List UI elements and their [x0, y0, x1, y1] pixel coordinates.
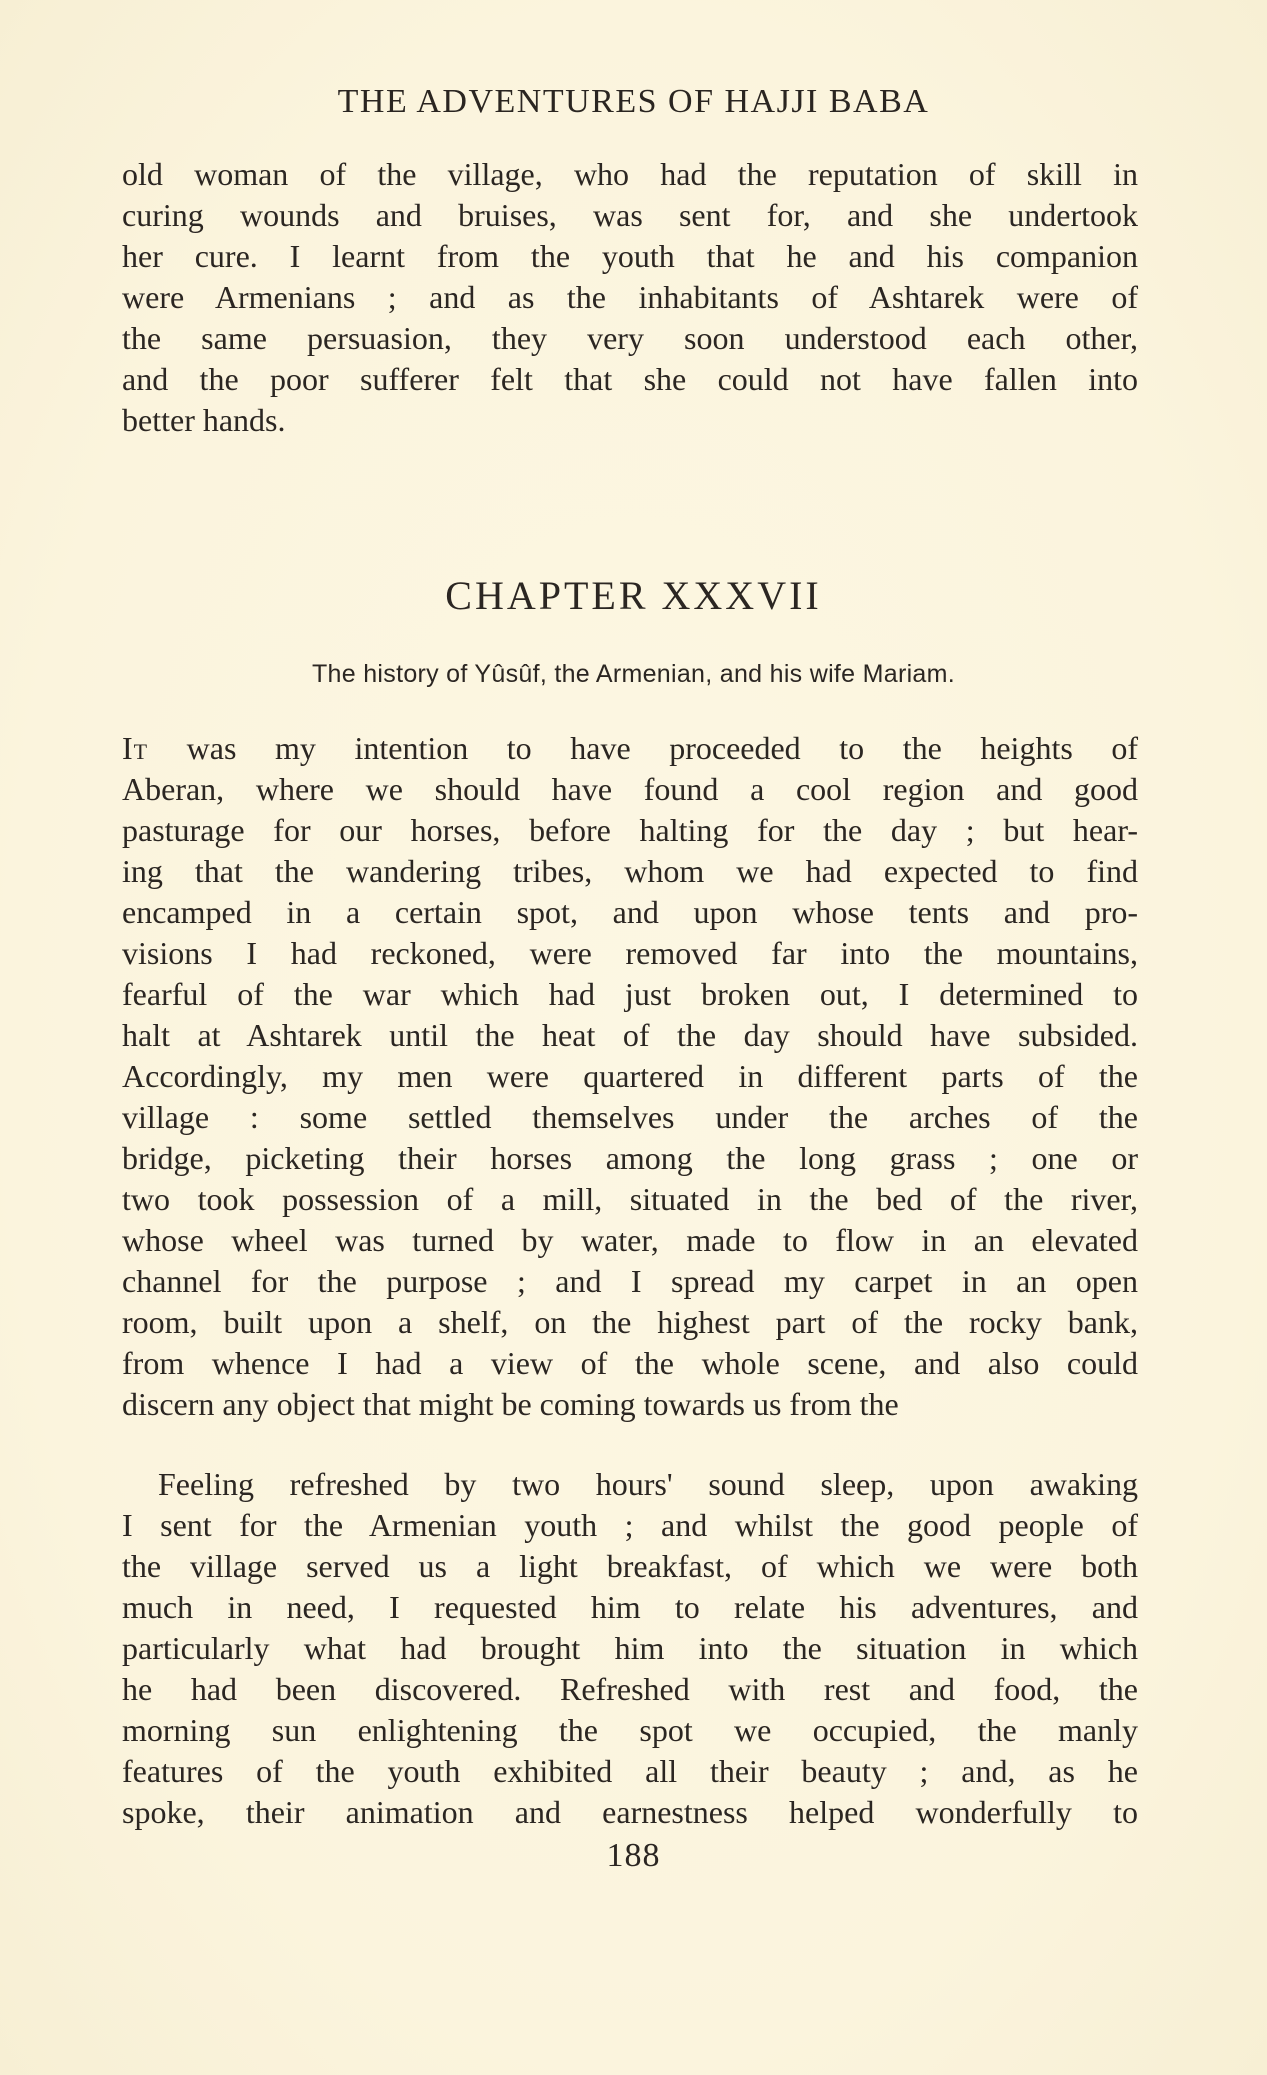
text-line: he had been discovered. Refreshed with rest and food, the	[122, 1671, 1138, 1707]
text-line: the same persuasion, they very soon understood each other,	[122, 320, 1138, 356]
text-line: were Armenians ; and as the inhabitants of Ashtarek were of	[122, 279, 1138, 315]
text-line: features of the youth exhibited all their beauty ; and, as he	[122, 1753, 1138, 1789]
text-line: ing that the wandering tribes, whom we had expected to find	[122, 853, 1138, 889]
text-line: spoke, their animation and earnestness helped wonderfully to	[122, 1794, 1138, 1830]
text-line: from whence I had a view of the whole scene, and also could	[122, 1345, 1138, 1381]
paragraph-second	[122, 1464, 1138, 1833]
text-line: the village served us a light breakfast, of which we were both	[122, 1548, 1138, 1584]
text-line: Accordingly, my men were quartered in different parts of the	[122, 1058, 1138, 1094]
text-line: better hands.	[122, 402, 286, 438]
text-line: halt at Ashtarek until the heat of the day should have subsided.	[122, 1017, 1138, 1053]
page-number: 188	[606, 1837, 661, 1874]
text-line: her cure. I learnt from the youth that he and his companion	[122, 238, 1138, 274]
text-line: curing wounds and bruises, was sent for, and she undertook	[122, 197, 1138, 233]
text-line: old woman of the village, who had the reputation of skill in	[122, 156, 1138, 192]
text-line: channel for the purpose ; and I spread my carpet in an open	[122, 1263, 1138, 1299]
text-line: room, built upon a shelf, on the highest part of the rocky bank,	[122, 1304, 1138, 1340]
text-line: morning sun enlightening the spot we occupied, the manly	[122, 1712, 1138, 1748]
paragraph-continued	[122, 154, 1138, 441]
text-line-first	[122, 728, 1138, 769]
paragraph-chapter-opening	[122, 728, 1138, 1425]
chapter-subtitle: The history of Yûsûf, the Armenian, and his wife Mariam.	[311, 660, 956, 688]
text-line: I sent for the Armenian youth ; and whilst the good people of	[122, 1507, 1138, 1543]
drop-word: It	[122, 730, 149, 766]
text-line: fearful of the war which had just broken out, I determined to	[122, 976, 1138, 1012]
text-line: bridge, picketing their horses among the long grass ; one or	[122, 1140, 1138, 1176]
text-line: two took possession of a mill, situated in the bed of the river,	[122, 1181, 1138, 1217]
running-head: THE ADVENTURES OF HAJJI BABA	[337, 83, 930, 120]
text-line: village : some settled themselves under the arches of the	[122, 1099, 1138, 1135]
text-line: whose wheel was turned by water, made to flow in an elevated	[122, 1222, 1138, 1258]
text-line: discern any object that might be coming towards us from the	[122, 1386, 899, 1422]
text-line: encamped in a certain spot, and upon whose tents and pro-	[122, 894, 1138, 930]
text-line: and the poor sufferer felt that she could not have fallen into	[122, 361, 1138, 397]
text-line: Aberan, where we should have found a cool region and good	[122, 771, 1138, 807]
text-line: visions I had reckoned, were removed far into the mountains,	[122, 935, 1138, 971]
text-line: much in need, I requested him to relate his adventures, and	[122, 1589, 1138, 1625]
text-line: pasturage for our horses, before halting for the day ; but hear-	[122, 812, 1138, 848]
chapter-title: CHAPTER XXXVII	[445, 573, 822, 618]
text-line: Feeling refreshed by two hours' sound sleep, upon awaking	[158, 1466, 1138, 1502]
text-line: particularly what had brought him into the situation in which	[122, 1630, 1138, 1666]
text-line-first-rest: was my intention to have proceeded to the heights of	[148, 730, 1138, 766]
